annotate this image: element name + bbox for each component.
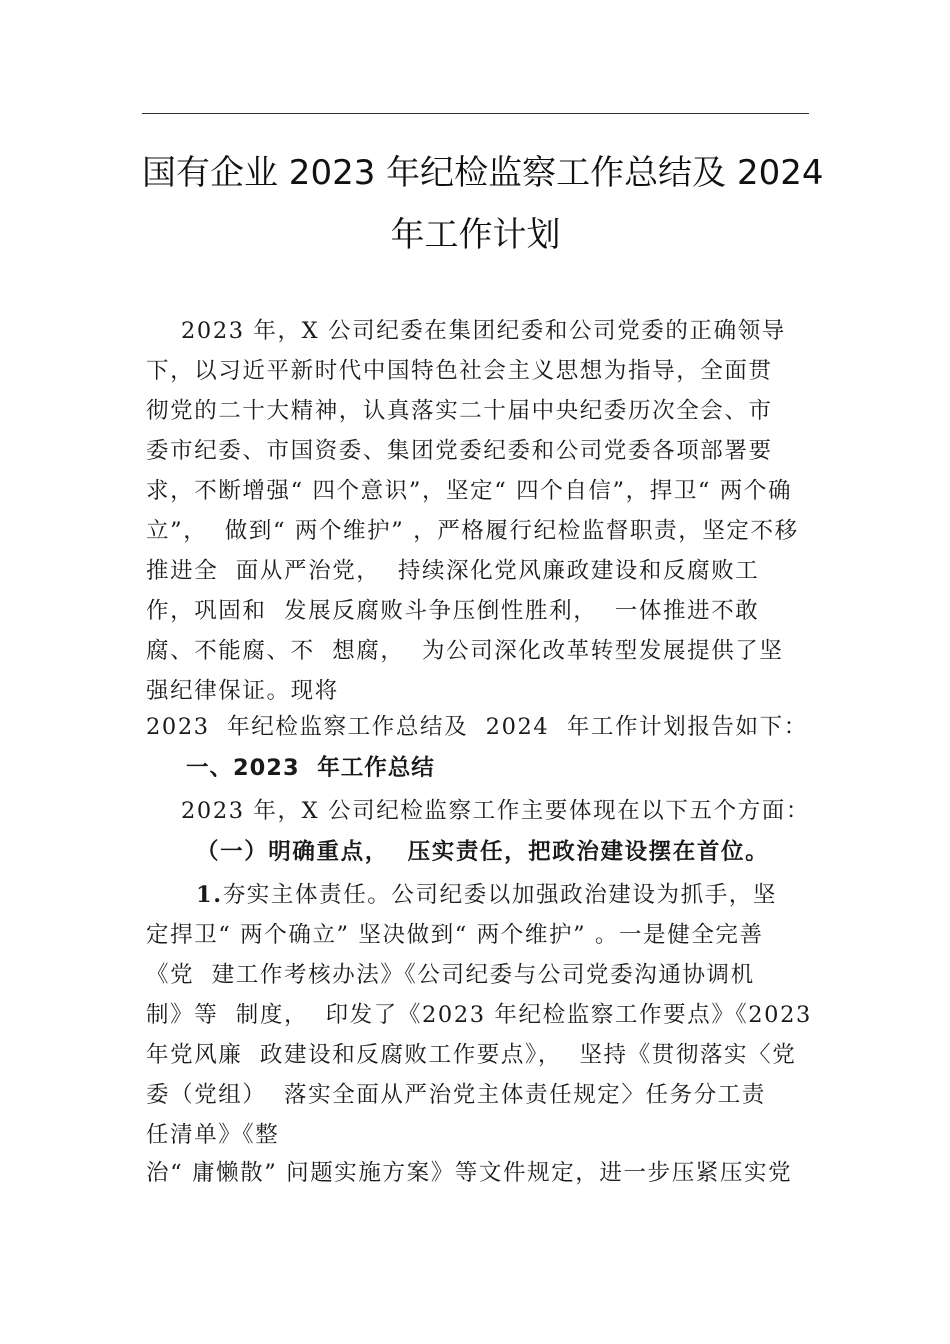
item-line: 年党风廉 政建设和反腐败工作要点》， 坚持《贯彻落实〈党 (146, 1042, 797, 1068)
intro-line: 立”， 做到“ 两个维护” ，严格履行纪检监督职责，坚定不移 (146, 518, 799, 544)
item-line: 制》等 制度， 印发了《2023 年纪检监察工作要点》《2023 (146, 1002, 812, 1028)
intro-line: 推进全 面从严治党， 持续深化党风廉政建设和反腐败工 (146, 558, 760, 584)
item-first-text: 夯实主体责任。公司纪委以加强政治建设为抓手，坚 (222, 882, 778, 908)
item-line: 委（党组） 落实全面从严治党主体责任规定〉任务分工责 (146, 1082, 767, 1108)
item-number: 1. (196, 882, 223, 908)
title-line-2: 年工作计划 (390, 215, 561, 255)
item-first-line (196, 880, 866, 910)
item-line: 治“ 庸懒散” 问题实施方案》等文件规定，进一步压紧压实党 (146, 1160, 793, 1186)
intro-line: 作，巩固和 发展反腐败斗争压倒性胜利， 一体推进不敢 (146, 598, 760, 624)
intro-line: 求，不断增强“ 四个意识”，坚定“ 四个自信”，捍卫“ 两个确 (146, 478, 793, 504)
subsection-heading: （一）明确重点， 压实责任，把政治建设摆在首位。 (196, 839, 770, 865)
intro-line: 彻党的二十大精神，认真落实二十届中央纪委历次全会、市 (146, 398, 773, 424)
title-line-1: 国有企业 2023 年纪检监察工作总结及 2024 (142, 153, 824, 193)
intro-line: 2023 年纪检监察工作总结及 2024 年工作计划报告如下： (146, 714, 808, 740)
item-line: 《党 建工作考核办法》《公司纪委与公司党委沟通协调机 (146, 962, 755, 988)
intro-line: 下，以习近平新时代中国特色社会主义思想为指导，全面贯 (146, 358, 773, 384)
header-rule (142, 113, 809, 114)
item-line: 任清单》《整 (146, 1122, 280, 1148)
item-line: 定捍卫“ 两个确立” 坚决做到“ 两个维护” 。一是健全完善 (146, 922, 764, 948)
document-title (142, 142, 824, 266)
intro-line: 委市纪委、市国资委、集团党委纪委和公司党委各项部署要 (146, 438, 773, 464)
section-heading: 一、2023 年工作总结 (186, 755, 435, 781)
intro-line: 强纪律保证。现将 (146, 678, 339, 704)
intro-line: 2023 年，X 公司纪委在集团纪委和公司党委的正确领导 (146, 318, 786, 344)
section-intro: 2023 年，X 公司纪检监察工作主要体现在以下五个方面： (146, 798, 810, 824)
intro-line: 腐、不能腐、不 想腐， 为公司深化改革转型发展提供了坚 (146, 638, 784, 664)
